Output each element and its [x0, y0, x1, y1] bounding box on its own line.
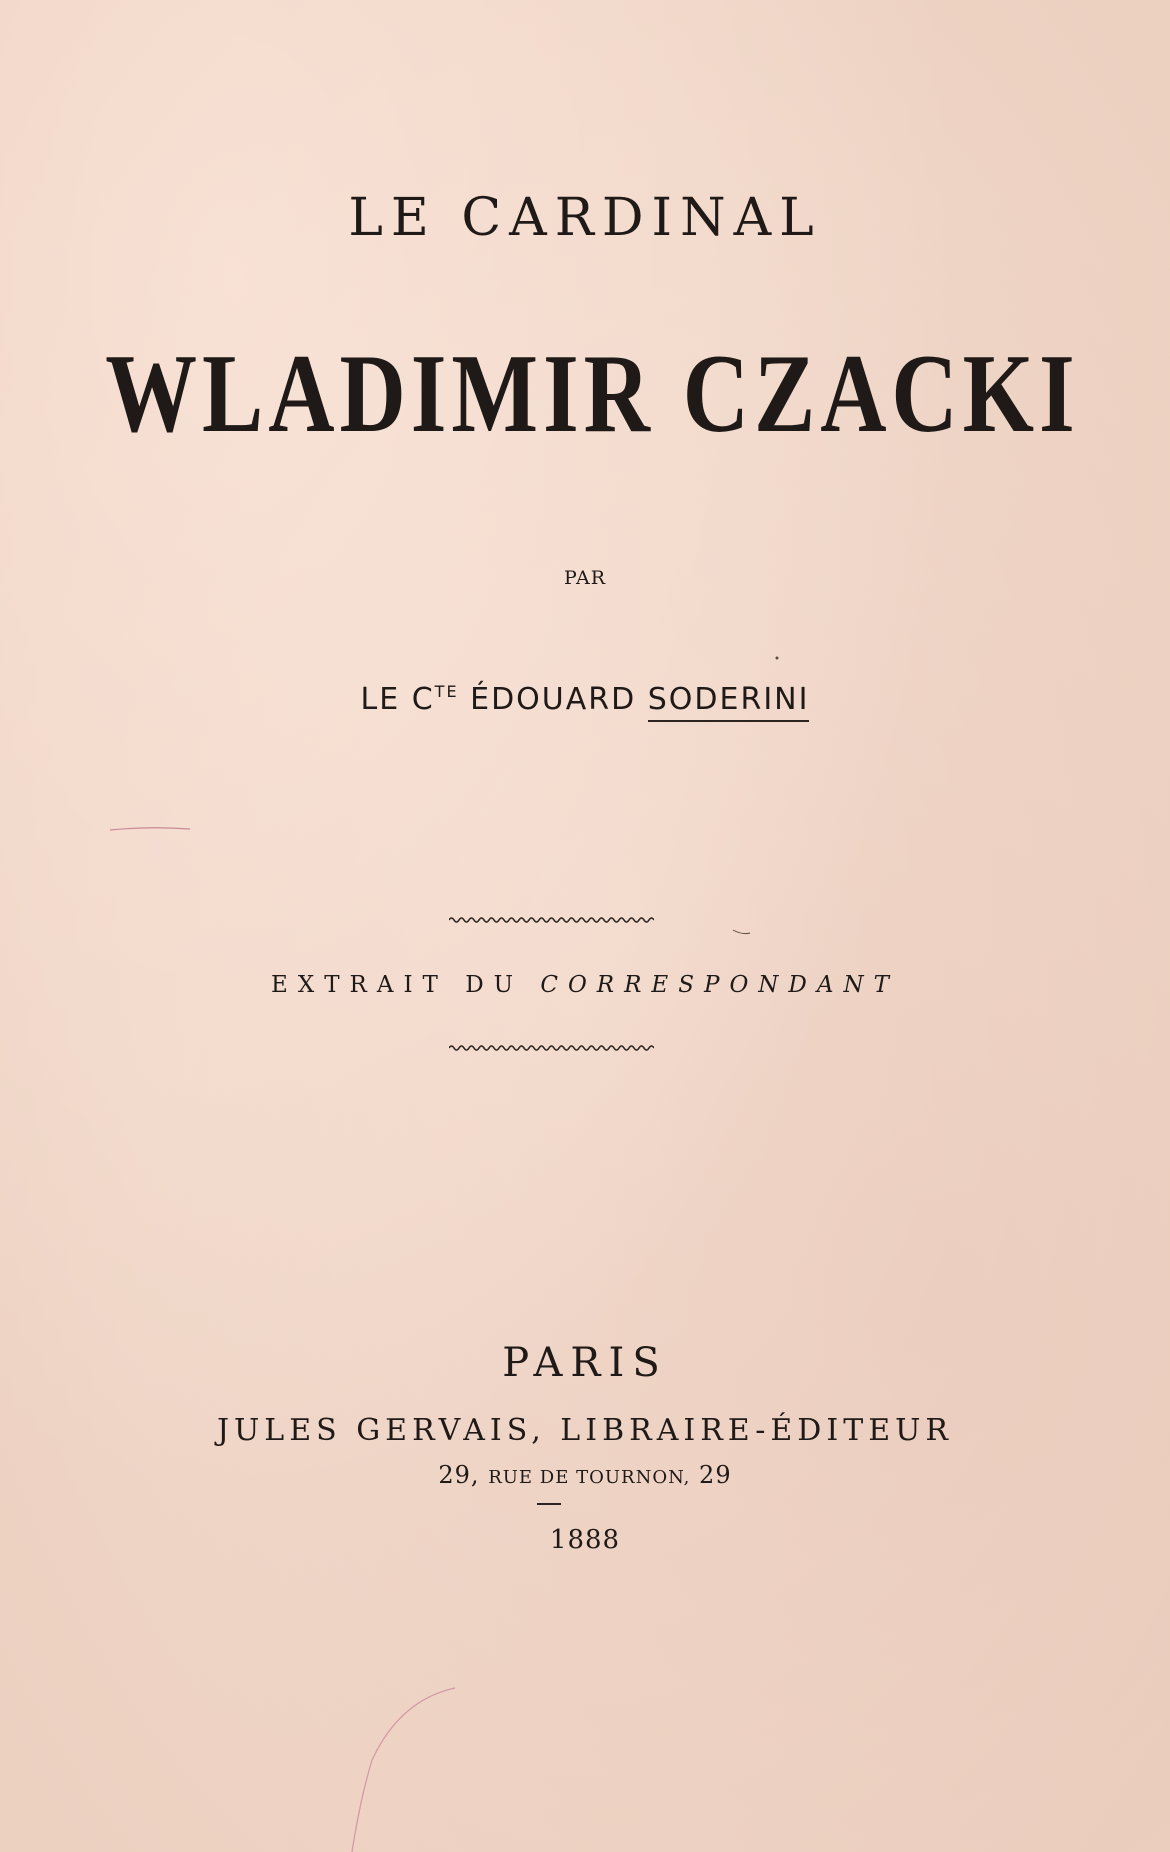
extract-publication: CORRESPONDANT	[540, 972, 899, 998]
extract-lead: EXTRAIT DU	[271, 972, 524, 998]
author-first-name: ÉDOUARD	[470, 682, 637, 717]
imprint-city: PARIS	[502, 1340, 668, 1386]
title-kicker: LE CARDINAL	[348, 188, 822, 248]
imprint-publisher: JULES GERVAIS, LIBRAIRE-ÉDITEUR	[217, 1413, 953, 1448]
by-label: PAR	[563, 567, 607, 589]
address-street: RUE DE TOURNON,	[488, 1467, 691, 1488]
book-title: WLADIMIR CZACKI	[105, 332, 1080, 456]
address-number-end: 29	[699, 1461, 732, 1489]
imprint-year: 1888	[549, 1525, 621, 1555]
author-prefix: LE C	[360, 682, 435, 717]
author-last-name: SODERINI	[648, 682, 810, 722]
address-number-start: 29,	[438, 1461, 480, 1489]
author-superscript: TE	[434, 682, 459, 701]
